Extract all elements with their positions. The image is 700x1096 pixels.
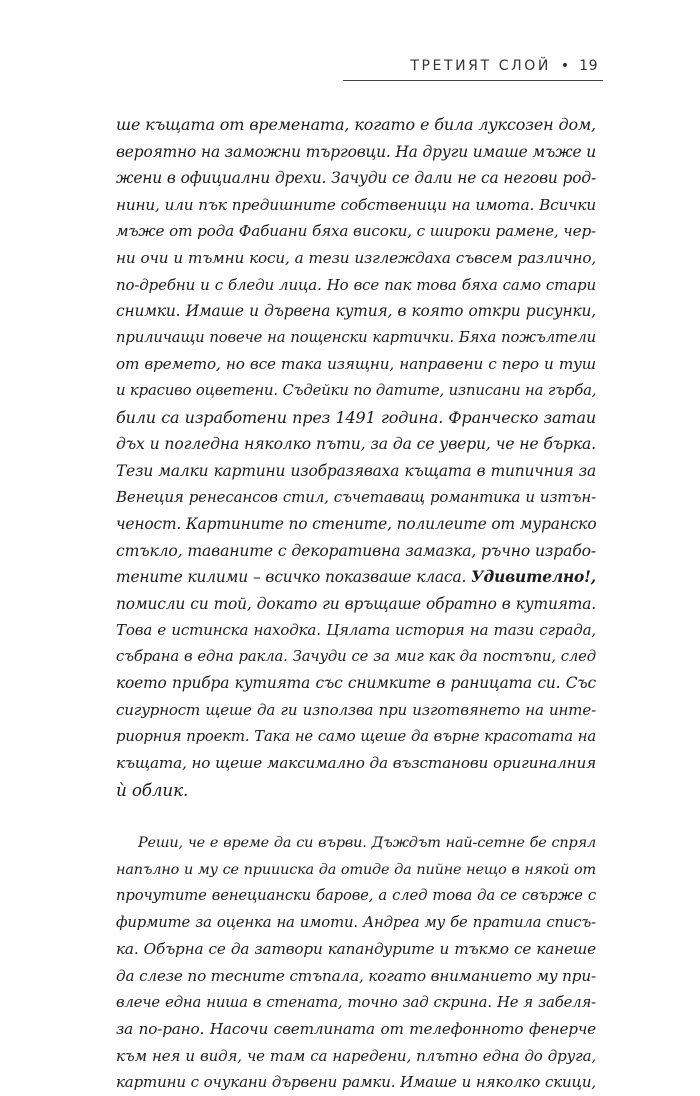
text-line: по-дребни и с бледи лица. Но все пак това бяха само стари xyxy=(116,275,596,294)
text-line xyxy=(116,564,596,591)
text-line: към нея и видя, че там са наредени, плътно една до друга, xyxy=(116,1046,596,1065)
text-line: къщата, но щеше максимално да възстанови оригиналния xyxy=(116,754,596,773)
text-line: събрана в една ракла. Зачуди се за миг как да постъпи, след xyxy=(116,647,596,665)
emphasized-text: Удивително!, xyxy=(471,568,596,587)
text-line: Венеция ренесансов стил, съчетаващ романтика и изтън- xyxy=(116,488,596,507)
text-line: ше къщата от времената, когато е била луксозен дом, xyxy=(116,115,596,134)
paragraph-2 xyxy=(116,830,596,1096)
text-line: ѝ облик. xyxy=(116,779,189,800)
text-line: напълно и му се приииска да отиде да пийне нещо в някой от xyxy=(116,861,596,878)
text-line: прочутите венециански барове, а след това да се свърже с xyxy=(116,887,596,905)
body-text xyxy=(116,112,596,1096)
text-line: което прибра кутията със снимките в раницата си. Със xyxy=(116,674,596,693)
chapter-title: ТРЕТИЯТ СЛОЙ xyxy=(410,58,551,74)
header-separator: • xyxy=(560,58,570,74)
text-line: вероятно на заможни търговци. На други имаше мъже и xyxy=(116,142,596,161)
text-line: Тези малки картини изобразяваха къщата в типичния за xyxy=(116,461,596,480)
page-number: 19 xyxy=(579,58,598,74)
header-rule xyxy=(343,80,603,81)
text-line: сигурност щеше да ги използва при изготвянето на инте- xyxy=(116,701,596,720)
paragraph-gap xyxy=(116,803,596,830)
text-line: Реши, че е време да си върви. Дъждът най-сетне бе спрял xyxy=(138,835,596,852)
text-line: жени в официални дрехи. Зачуди се дали не са негови род- xyxy=(116,169,596,188)
text-line: влече една ниша в стената, точно зад скрина. Не я забеля- xyxy=(116,993,596,1011)
text-line: приличащи повече на пощенски картички. Бяха пожълтели xyxy=(116,328,596,346)
text-line: Това е истинска находка. Цялата история на тази сграда, xyxy=(116,621,596,640)
text-line: стъкло, таваните с декоративна замазка, ръчно израбо- xyxy=(116,541,596,560)
text-line: нини, или пък предишните собственици на имота. Всички xyxy=(116,195,596,214)
text-line: и красиво оцветени. Съдейки по датите, изписани на гърба, xyxy=(116,381,596,399)
text-line: риорния проект. Така не само щеше да върне красотата на xyxy=(116,727,596,745)
text-line: да слезе по тесните стъпала, когато вниманието му при- xyxy=(116,967,596,985)
text-line: ни очи и тъмни коси, а тези изглеждаха съвсем различно, xyxy=(116,248,596,267)
paragraph-1 xyxy=(116,112,596,803)
text-line: от времето, но все така изящни, направени с перо и туш xyxy=(116,355,596,374)
text-line: помисли си той, докато ги връщаше обратно в кутията. xyxy=(116,594,596,613)
text-line: фирмите за оценка на имоти. Андреа му бе пратила списъ- xyxy=(116,913,596,931)
text-line: снимки. Имаше и дървена кутия, в която откри рисунки, xyxy=(116,302,596,321)
text-segment: тените килими – всичко показваше класа. xyxy=(116,568,472,587)
text-line: дъх и погледна няколко пъти, за да се увери, че не бърка. xyxy=(116,435,596,454)
text-line: били са изработени през 1491 година. Франческо затаи xyxy=(116,407,596,427)
text-line: ка. Обърна се да затвори капандурите и тъкмо се канеше xyxy=(116,940,596,959)
text-line: картини с очукани дървени рамки. Имаше и няколко скици, xyxy=(116,1073,596,1092)
text-line: мъже от рода Фабиани бяха високи, с широки рамене, чер- xyxy=(116,222,596,241)
text-line: за по-рано. Насочи светлината от телефонното фенерче xyxy=(116,1020,596,1039)
text-line: ченост. Картините по стените, полилеите от муранско xyxy=(116,514,596,533)
running-header xyxy=(410,58,598,74)
